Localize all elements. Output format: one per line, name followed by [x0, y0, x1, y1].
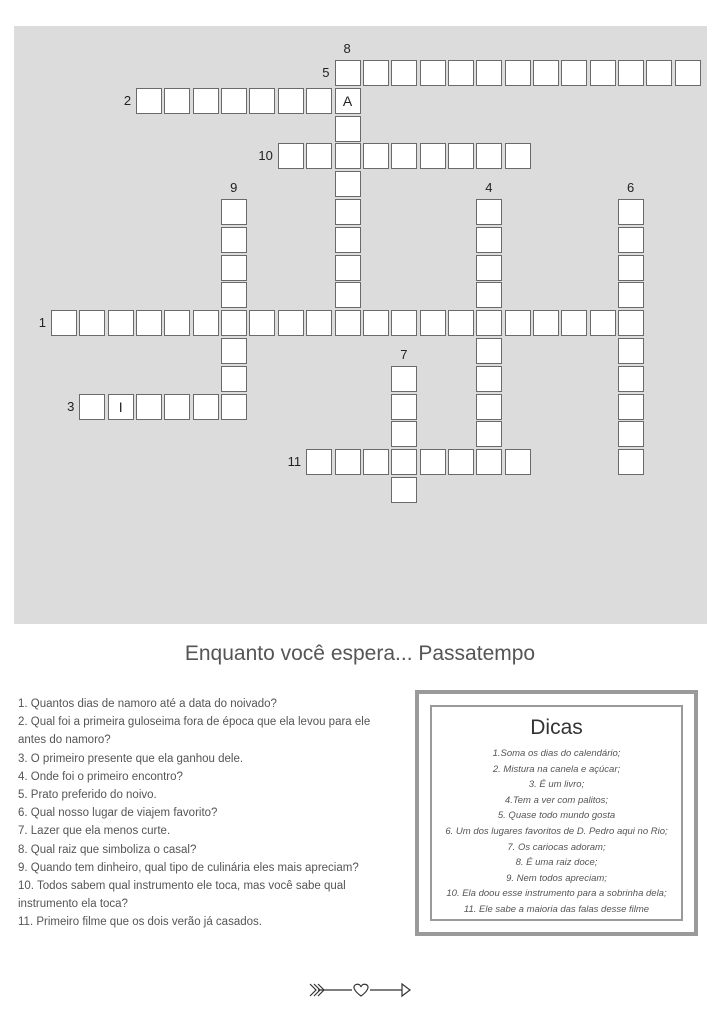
clue-number-4: 4	[485, 180, 493, 195]
crossword-cell[interactable]	[363, 310, 389, 336]
crossword-cell[interactable]	[335, 199, 361, 225]
crossword-cell[interactable]	[221, 338, 247, 364]
crossword-cell[interactable]	[363, 60, 389, 86]
clue-number-9: 9	[230, 180, 238, 195]
clue-list	[18, 695, 398, 932]
crossword-cell[interactable]	[618, 338, 644, 364]
crossword-cell[interactable]	[306, 310, 332, 336]
crossword-cell[interactable]	[391, 421, 417, 447]
crossword-cell[interactable]	[448, 310, 474, 336]
crossword-cell[interactable]	[391, 449, 417, 475]
crossword-cell[interactable]	[164, 394, 190, 420]
crossword-cell[interactable]	[164, 310, 190, 336]
crossword-cell[interactable]	[164, 88, 190, 114]
tips-box	[415, 690, 698, 936]
crossword-cell[interactable]	[476, 394, 502, 420]
page-title: Enquanto você espera... Passatempo	[184, 642, 536, 665]
crossword-cell[interactable]	[391, 477, 417, 503]
crossword-cell[interactable]	[306, 88, 332, 114]
tips-box-inner	[430, 705, 683, 921]
crossword-cell[interactable]	[335, 282, 361, 308]
crossword-cell[interactable]	[476, 143, 502, 169]
crossword-cell[interactable]	[420, 310, 446, 336]
crossword-cell[interactable]	[221, 366, 247, 392]
tip-item: 5. Quase todo mundo gosta	[497, 810, 616, 822]
crossword-cell[interactable]	[533, 310, 559, 336]
crossword-cell[interactable]	[193, 394, 219, 420]
crossword-cell[interactable]	[476, 421, 502, 447]
crossword-cell[interactable]	[420, 143, 446, 169]
clue-number-6: 6	[627, 180, 635, 195]
clue-number-11: 11	[287, 454, 302, 470]
crossword-cell[interactable]	[363, 143, 389, 169]
clue-item: 8. Qual raiz que simboliza o casal?	[18, 843, 197, 856]
crossword-cell[interactable]	[561, 310, 587, 336]
crossword-board	[14, 26, 707, 624]
crossword-cell[interactable]	[448, 143, 474, 169]
crossword-cell[interactable]	[448, 449, 474, 475]
crossword-cell[interactable]	[476, 449, 502, 475]
crossword-cell[interactable]	[249, 310, 275, 336]
crossword-cell[interactable]	[533, 60, 559, 86]
tips-list	[432, 746, 681, 918]
clue-item: 10. Todos sabem qual instrumento ele toca, mas você sabe qual instrumento ela toca?	[18, 880, 346, 911]
clue-item: 4. Onde foi o primeiro encontro?	[18, 770, 183, 783]
tip-item: 11. Ele sabe a maioria das falas desse filme	[463, 903, 650, 915]
clue-number-3: 3	[67, 398, 75, 414]
clue-number-8: 8	[343, 41, 351, 56]
clue-item: 9. Quando tem dinheiro, qual tipo de culinária eles mais apreciam?	[18, 861, 359, 874]
tip-item: 6. Um dos lugares favoritos de D. Pedro aqui no Rio;	[445, 825, 668, 837]
crossword-cell[interactable]	[505, 449, 531, 475]
crossword-cell[interactable]	[391, 60, 417, 86]
tip-item: 2. Mistura na canela e açúcar;	[492, 763, 621, 775]
crossword-cell[interactable]	[476, 338, 502, 364]
tip-item: 8. É uma raiz doce;	[515, 857, 598, 869]
tip-item: 1.Soma os dias do calendário;	[492, 748, 621, 759]
crossword-cell[interactable]	[278, 88, 304, 114]
crossword-cell[interactable]	[505, 310, 531, 336]
crossword-cell[interactable]	[79, 310, 105, 336]
crossword-cell[interactable]	[278, 310, 304, 336]
crossword-cell[interactable]	[335, 143, 361, 169]
crossword-cell[interactable]	[136, 310, 162, 336]
crossword-cell[interactable]	[448, 60, 474, 86]
crossword-cell[interactable]	[221, 88, 247, 114]
crossword-cell[interactable]	[618, 227, 644, 253]
clue-number-2: 2	[123, 92, 132, 108]
crossword-cell[interactable]	[476, 310, 502, 336]
crossword-cell[interactable]	[618, 394, 644, 420]
crossword-cell[interactable]	[221, 282, 247, 308]
clue-item: 1. Quantos dias de namoro até a data do noivado?	[18, 698, 277, 710]
clue-number-5: 5	[322, 65, 330, 80]
crossword-cell[interactable]	[335, 171, 361, 197]
crossword-cell[interactable]	[335, 255, 361, 281]
crossword-cell[interactable]	[476, 366, 502, 392]
tip-item: 7. Os cariocas adoram;	[507, 841, 606, 853]
crossword-cell[interactable]	[335, 449, 361, 475]
crossword-cell[interactable]	[590, 60, 616, 86]
crossword-cell[interactable]	[136, 88, 162, 114]
crossword-cell[interactable]	[420, 449, 446, 475]
crossword-cell[interactable]	[221, 310, 247, 336]
tip-item: 10. Ela doou esse instrumento para a sobrinha dela;	[446, 888, 667, 900]
arrow-heart-icon	[308, 980, 414, 1000]
crossword-cell[interactable]	[193, 310, 219, 336]
tips-title: Dicas	[530, 716, 583, 739]
crossword-cell[interactable]	[136, 394, 162, 420]
crossword-cell[interactable]	[391, 366, 417, 392]
crossword-cell[interactable]	[221, 227, 247, 253]
crossword-cell[interactable]	[363, 449, 389, 475]
crossword-cell[interactable]	[335, 227, 361, 253]
clue-item: 7. Lazer que ela menos curte.	[18, 825, 171, 838]
tip-item: 3. É um livro;	[528, 779, 585, 791]
clue-item: 5. Prato preferido do noivo.	[18, 789, 157, 802]
crossword-cell[interactable]	[249, 88, 275, 114]
tip-item: 4.Tem a ver com palitos;	[504, 794, 609, 806]
crossword-cell[interactable]	[51, 310, 77, 336]
clue-item: 2. Qual foi a primeira guloseima fora de época que ela levou para ele antes do namoro?	[18, 716, 371, 747]
crossword-cell[interactable]	[561, 60, 587, 86]
crossword-cell[interactable]	[108, 310, 134, 336]
crossword-cell[interactable]	[335, 60, 361, 86]
tip-item: 9. Nem todos apreciam;	[506, 872, 607, 884]
crossword-cell[interactable]	[505, 60, 531, 86]
crossword-cell[interactable]	[618, 255, 644, 281]
crossword-cell[interactable]	[306, 143, 332, 169]
crossword-cell[interactable]: A	[335, 88, 361, 114]
crossword-cell[interactable]	[476, 255, 502, 281]
clue-number-7: 7	[400, 346, 408, 362]
crossword-cell[interactable]	[391, 394, 417, 420]
crossword-cell[interactable]	[476, 199, 502, 225]
crossword-cell[interactable]	[646, 60, 672, 86]
crossword-cell[interactable]	[618, 366, 644, 392]
crossword-cell[interactable]	[79, 394, 105, 420]
clue-number-1: 1	[38, 315, 46, 331]
crossword-cell[interactable]	[590, 310, 616, 336]
crossword-cell[interactable]	[476, 227, 502, 253]
crossword-cell[interactable]	[618, 421, 644, 447]
crossword-cell[interactable]	[505, 143, 531, 169]
crossword-cell[interactable]	[476, 60, 502, 86]
crossword-cell[interactable]	[221, 199, 247, 225]
crossword-cell[interactable]: I	[108, 394, 134, 420]
clue-item: 3. O primeiro presente que ela ganhou dele.	[18, 752, 244, 765]
clue-number-10: 10	[258, 148, 273, 164]
crossword-cell[interactable]	[476, 282, 502, 308]
crossword-cell[interactable]	[278, 143, 304, 169]
crossword-cell[interactable]	[618, 199, 644, 225]
crossword-cell[interactable]	[306, 449, 332, 475]
crossword-cell[interactable]	[335, 310, 361, 336]
crossword-cell[interactable]	[618, 282, 644, 308]
crossword-cell[interactable]	[675, 60, 701, 86]
crossword-cell[interactable]	[618, 449, 644, 475]
clue-item: 11. Primeiro filme que os dois verão já casados.	[18, 916, 262, 929]
crossword-cell[interactable]	[618, 310, 644, 336]
crossword-cell[interactable]	[618, 60, 644, 86]
crossword-cell[interactable]	[391, 310, 417, 336]
clue-item: 6. Qual nosso lugar de viajem favorito?	[18, 807, 218, 820]
crossword-cell[interactable]	[193, 88, 219, 114]
crossword-cell[interactable]	[391, 143, 417, 169]
crossword-cell[interactable]	[221, 394, 247, 420]
crossword-cell[interactable]	[420, 60, 446, 86]
crossword-cell[interactable]	[335, 116, 361, 142]
crossword-cell[interactable]	[221, 255, 247, 281]
